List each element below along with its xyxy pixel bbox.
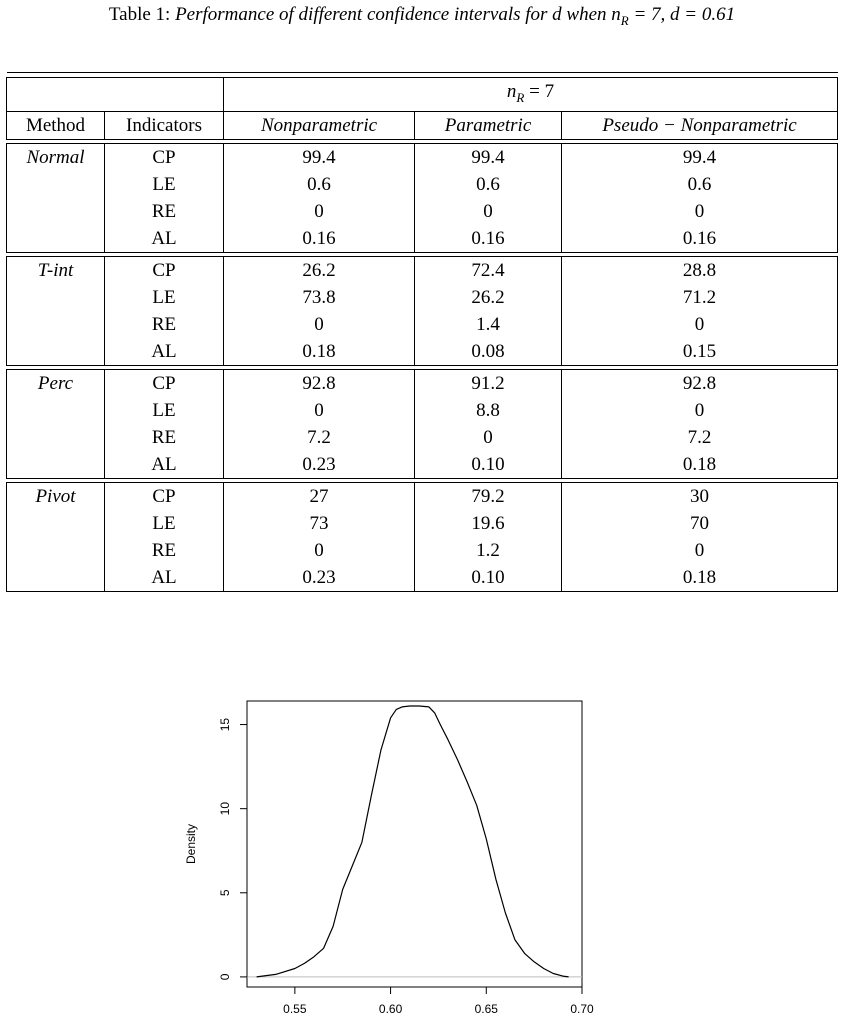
indicator-cell: RE (105, 198, 224, 225)
indicator-cell: CP (105, 143, 224, 171)
method-cell: T-int (7, 256, 105, 284)
header-pseudo-nonparametric: Pseudo − Nonparametric (562, 111, 838, 139)
indicator-cell: CP (105, 369, 224, 397)
nonparametric-value: 73.8 (224, 284, 415, 311)
table-row (7, 537, 838, 564)
nonparametric-value: 0 (224, 537, 415, 564)
table-caption (0, 4, 844, 29)
nonparametric-value: 73 (224, 510, 415, 537)
pseudo-nonparametric-value: 0 (562, 537, 838, 564)
indicator-cell: CP (105, 256, 224, 284)
y-tick-label: 5 (218, 889, 232, 897)
method-cell (7, 225, 105, 253)
nonparametric-value: 0 (224, 397, 415, 424)
parametric-value: 0 (415, 198, 562, 225)
x-tick-label: 0.60 (378, 1002, 403, 1016)
table-row (7, 256, 838, 284)
nonparametric-value: 0.23 (224, 564, 415, 592)
indicator-cell: AL (105, 338, 224, 366)
caption-subscript: R (620, 12, 629, 28)
table-row (7, 397, 838, 424)
table-row (7, 369, 838, 397)
x-tick-label: 0.65 (474, 1002, 498, 1016)
indicator-cell: RE (105, 537, 224, 564)
method-cell: Perc (7, 369, 105, 397)
indicator-cell: LE (105, 171, 224, 198)
nonparametric-value: 0.23 (224, 451, 415, 479)
method-cell (7, 510, 105, 537)
pseudo-nonparametric-value: 0.18 (562, 564, 838, 592)
header-parametric: Parametric (415, 111, 562, 139)
group-header-rest: = 7 (524, 81, 555, 102)
table-row (7, 198, 838, 225)
parametric-value: 99.4 (415, 143, 562, 171)
header-indicators: Indicators (105, 111, 224, 139)
results-table (6, 72, 838, 592)
indicator-cell: AL (105, 564, 224, 592)
nonparametric-value: 0.18 (224, 338, 415, 366)
table-row (7, 482, 838, 510)
group-header-sub: R (516, 89, 525, 105)
parametric-value: 72.4 (415, 256, 562, 284)
parametric-value: 1.2 (415, 537, 562, 564)
pseudo-nonparametric-value: 99.4 (562, 143, 838, 171)
indicator-cell: LE (105, 510, 224, 537)
caption-prefix: Table 1: (108, 4, 171, 25)
parametric-value: 0.16 (415, 225, 562, 253)
header-nonparametric: Nonparametric (224, 111, 415, 139)
table-row (7, 311, 838, 338)
parametric-value: 8.8 (415, 397, 562, 424)
table-row (7, 564, 838, 592)
pseudo-nonparametric-value: 0 (562, 311, 838, 338)
header-method: Method (7, 111, 105, 139)
method-cell: Normal (7, 143, 105, 171)
pseudo-nonparametric-value: 0.16 (562, 225, 838, 253)
nonparametric-value: 0 (224, 198, 415, 225)
indicator-cell: LE (105, 284, 224, 311)
plot-frame (247, 701, 582, 987)
method-cell (7, 397, 105, 424)
method-cell (7, 311, 105, 338)
table-row (7, 143, 838, 171)
header-corner (7, 78, 224, 112)
pseudo-nonparametric-value: 0 (562, 198, 838, 225)
pseudo-nonparametric-value: 70 (562, 510, 838, 537)
group-header (224, 78, 838, 112)
parametric-value: 0.10 (415, 564, 562, 592)
method-cell (7, 171, 105, 198)
table-row (7, 171, 838, 198)
method-cell (7, 424, 105, 451)
table-row (7, 225, 838, 253)
pseudo-nonparametric-value: 71.2 (562, 284, 838, 311)
method-cell (7, 537, 105, 564)
table-row (7, 338, 838, 366)
parametric-value: 1.4 (415, 311, 562, 338)
nonparametric-value: 26.2 (224, 256, 415, 284)
indicator-cell: CP (105, 482, 224, 510)
indicator-cell: RE (105, 311, 224, 338)
nonparametric-value: 0 (224, 311, 415, 338)
parametric-value: 0.08 (415, 338, 562, 366)
nonparametric-value: 99.4 (224, 143, 415, 171)
parametric-value: 91.2 (415, 369, 562, 397)
density-plot (176, 690, 596, 1024)
method-cell (7, 564, 105, 592)
parametric-value: 19.6 (415, 510, 562, 537)
parametric-value: 0 (415, 424, 562, 451)
pseudo-nonparametric-value: 0 (562, 397, 838, 424)
indicator-cell: RE (105, 424, 224, 451)
indicator-cell: AL (105, 225, 224, 253)
caption-text: Performance of different confidence intervals for d when n (175, 4, 621, 25)
pseudo-nonparametric-value: 28.8 (562, 256, 838, 284)
parametric-value: 0.10 (415, 451, 562, 479)
x-tick-label: 0.70 (570, 1002, 594, 1016)
nonparametric-value: 0.16 (224, 225, 415, 253)
y-tick-label: 15 (218, 717, 232, 732)
table-row (7, 451, 838, 479)
method-cell (7, 198, 105, 225)
method-cell (7, 451, 105, 479)
parametric-value: 26.2 (415, 284, 562, 311)
y-tick-label: 0 (218, 973, 232, 981)
parametric-value: 79.2 (415, 482, 562, 510)
pseudo-nonparametric-value: 7.2 (562, 424, 838, 451)
pseudo-nonparametric-value: 30 (562, 482, 838, 510)
table-row (7, 510, 838, 537)
indicator-cell: AL (105, 451, 224, 479)
method-cell (7, 338, 105, 366)
method-cell (7, 284, 105, 311)
group-header-n: n (506, 81, 517, 102)
table-row (7, 424, 838, 451)
caption-suffix: = 7, d = 0.61 (628, 4, 736, 25)
pseudo-nonparametric-value: 92.8 (562, 369, 838, 397)
table-row (7, 284, 838, 311)
method-cell: Pivot (7, 482, 105, 510)
pseudo-nonparametric-value: 0.18 (562, 451, 838, 479)
y-tick-label: 10 (218, 801, 232, 816)
nonparametric-value: 0.6 (224, 171, 415, 198)
nonparametric-value: 92.8 (224, 369, 415, 397)
y-axis-label: Density (184, 823, 198, 865)
indicator-cell: LE (105, 397, 224, 424)
x-tick-label: 0.55 (283, 1002, 307, 1016)
parametric-value: 0.6 (415, 171, 562, 198)
density-curve (257, 706, 569, 977)
nonparametric-value: 7.2 (224, 424, 415, 451)
pseudo-nonparametric-value: 0.6 (562, 171, 838, 198)
pseudo-nonparametric-value: 0.15 (562, 338, 838, 366)
nonparametric-value: 27 (224, 482, 415, 510)
